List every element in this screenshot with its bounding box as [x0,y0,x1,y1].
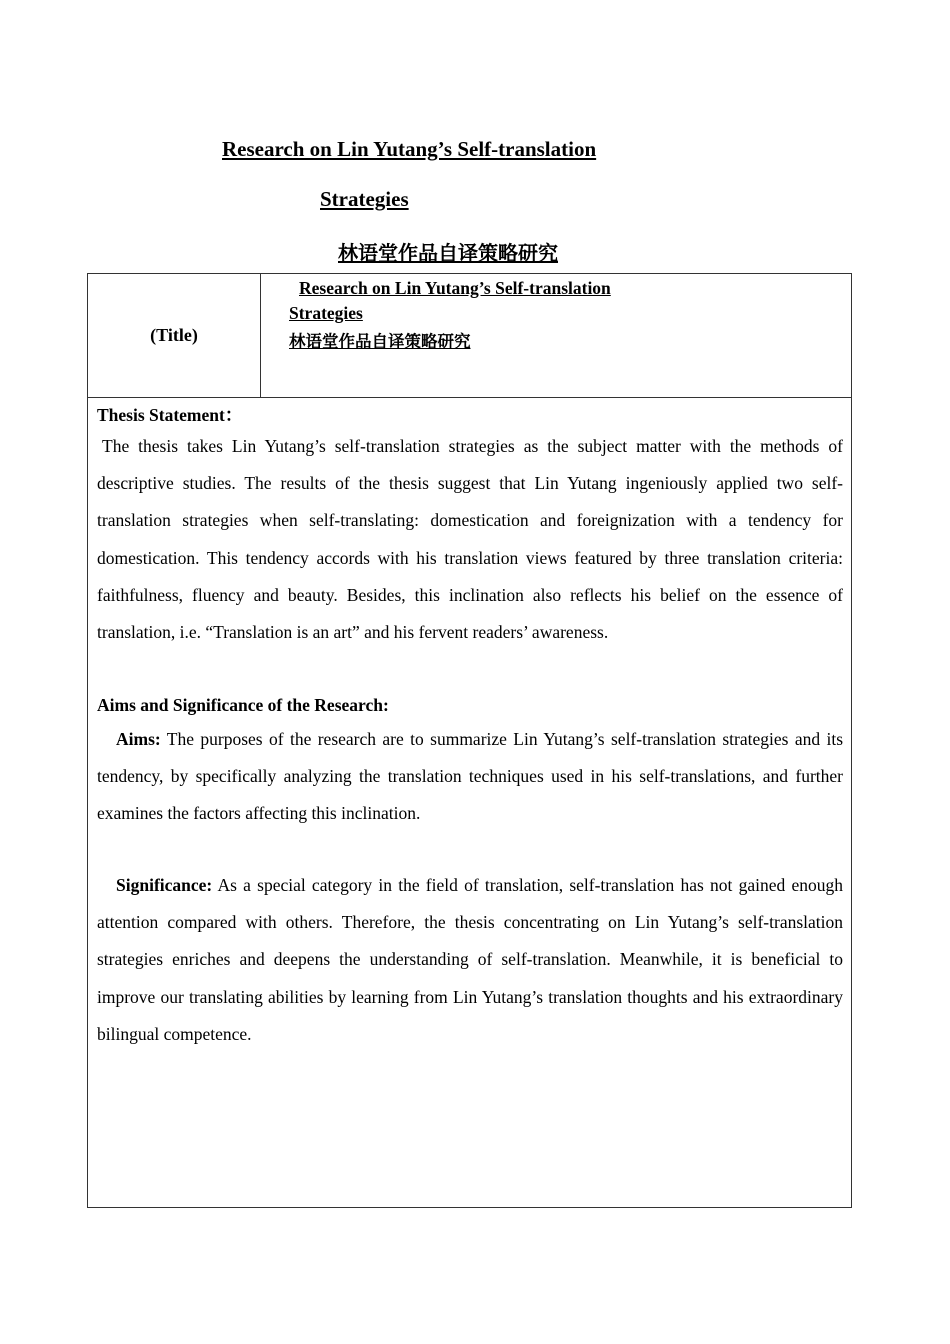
aims-paragraph [97,721,843,833]
title-label: (Title) [150,325,198,345]
title-value-line-1: Research on Lin Yutang’s Self-translation [299,278,611,298]
document-title-line-2: Strategies [320,187,409,211]
aims-text: The purposes of the research are to summarize Lin Yutang’s self-translation strategies and its tendency, by specifically analyzing the translation techniques used in his self-translations, and further examines the factors affecting this inclination. [97,729,844,824]
proposal-table [87,273,852,1208]
title-row [88,274,851,398]
title-value-line-2: Strategies [289,303,363,323]
thesis-statement-heading: Thesis Statement： [97,405,243,425]
thesis-statement-text: The thesis takes Lin Yutang’s self-translation strategies as the subject matter with the methods of descriptive studies. The results of the thesis suggest that Lin Yutang ingeniously applied two self-translation strategies when self-translating: domestication and foreignization with a tendency for domestication. This tendency accords with his translation views featured by three translation criteria: faithfulness, fluency and beauty. Besides, this inclination also reflects his belief on the essence of translation, i.e. “Translation is an art” and his fervent readers’ awareness. [97,436,843,643]
aims-label: Aims: [116,729,161,749]
document-title-chinese: 林语堂作品自译策略研究 [338,241,558,265]
title-value-chinese: 林语堂作品自译策略研究 [289,332,471,351]
significance-text: As a special category in the field of translation, self-translation has not gained enough attention compared with others. Therefore, the thesis concentrating on Lin Yutang’s self-translation strategies enriches and deepens the understanding of self-translation. Meanwhile, it is beneficial to improve our translating abilities by learning from Lin Yutang’s translation thoughts and his extraordinary bilingual competence. [97,875,843,1044]
significance-label: Significance: [116,875,213,895]
document-title-line-1: Research on Lin Yutang’s Self-translation [222,137,597,161]
significance-paragraph [97,867,843,1053]
title-label-cell [88,274,261,397]
aims-significance-heading: Aims and Significance of the Research: [97,695,389,715]
title-value-cell [261,274,851,397]
